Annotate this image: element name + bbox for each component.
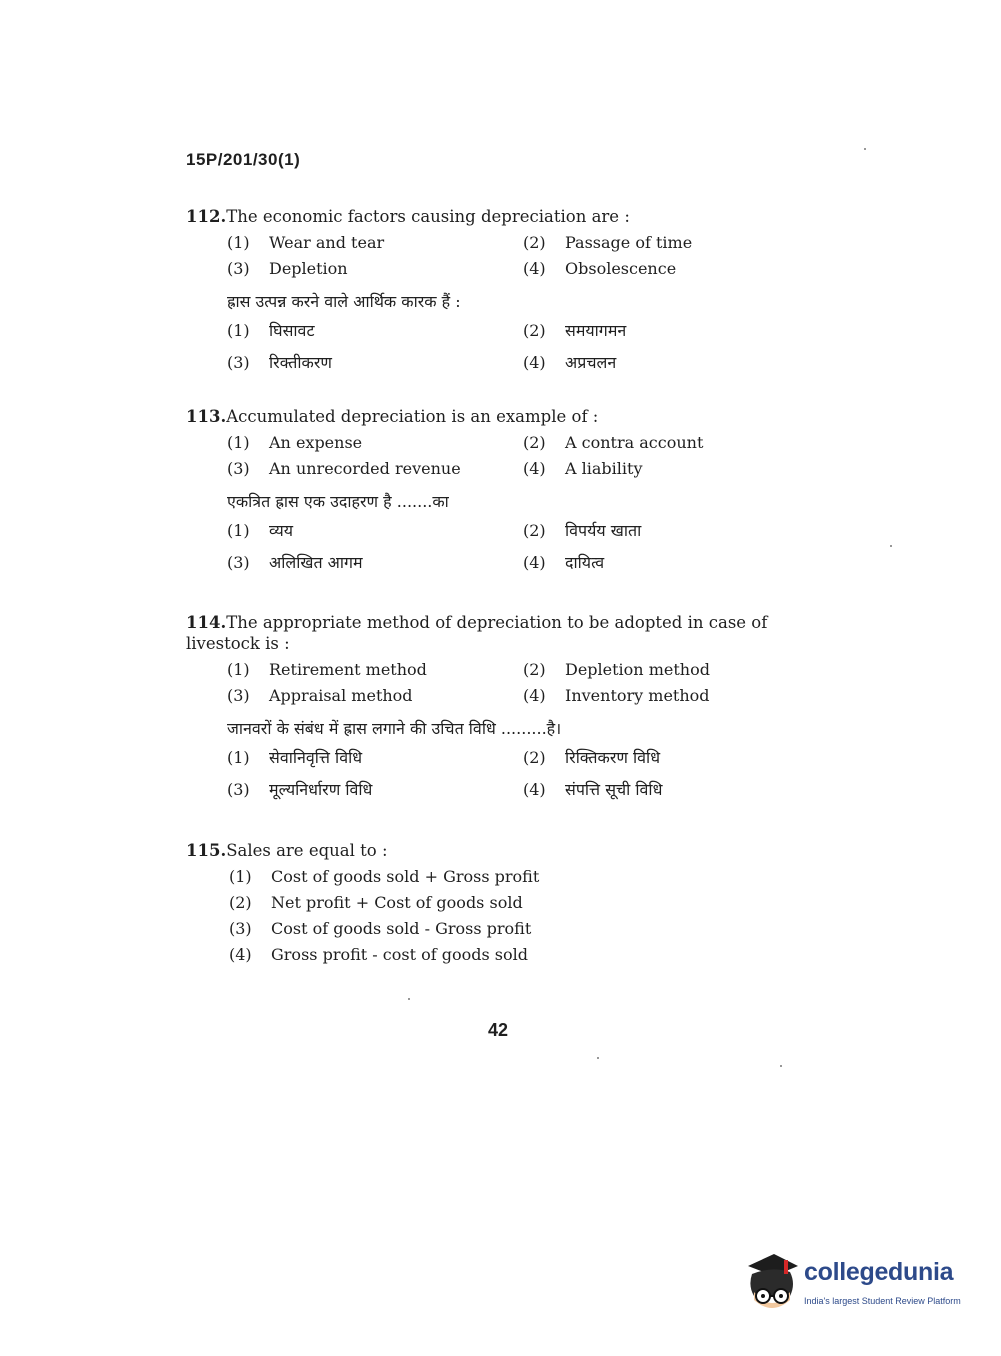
hindi-option-3: (3) रिक्तीकरण <box>227 353 332 372</box>
mascot-icon <box>744 1252 802 1314</box>
question-112 <box>186 206 826 374</box>
option-2: (2) Passage of time <box>523 233 693 252</box>
hindi-option-4: (4) संपत्ति सूची विधि <box>523 780 663 799</box>
option-1: (1) Wear and tear <box>227 233 385 252</box>
option-3: (3) Appraisal method <box>227 686 413 705</box>
hindi-option-2: (2) समयागमन <box>523 321 627 340</box>
question-114 <box>186 612 826 801</box>
hindi-options <box>227 747 826 801</box>
question-text: The economic factors causing depreciation are : <box>226 207 630 226</box>
hindi-option-2: (2) विपर्यय खाता <box>523 521 642 540</box>
option-3: (3) An unrecorded revenue <box>227 459 461 478</box>
hindi-options <box>227 320 826 374</box>
page-number: 42 <box>488 1020 509 1040</box>
hindi-option-4: (4) अप्रचलन <box>523 353 617 372</box>
hindi-question-text: एकत्रित ह्रास एक उदाहरण है .......का <box>227 492 449 511</box>
option-3: (3) Depletion <box>227 259 348 278</box>
hindi-question-text: ह्रास उत्पन्न करने वाले आर्थिक कारक हैं : <box>227 292 461 311</box>
option-2: (2) A contra account <box>523 433 704 452</box>
option-2: (2) Depletion method <box>523 660 710 679</box>
option-4: (4) Inventory method <box>523 686 710 705</box>
option-1: (1) Retirement method <box>227 660 427 679</box>
hindi-option-1: (1) घिसावट <box>227 321 315 340</box>
question-number: 112. <box>186 207 227 226</box>
scan-speck <box>597 1057 599 1059</box>
question-number: 113. <box>186 407 227 426</box>
logo-tagline: India's largest Student Review Platform <box>804 1296 961 1306</box>
hindi-option-2: (2) रिक्तिकरण विधि <box>523 748 661 767</box>
paper-code: 15P/201/30(1) <box>186 150 301 169</box>
hindi-option-4: (4) दायित्व <box>523 553 605 572</box>
english-options <box>227 659 826 707</box>
english-options <box>227 432 826 480</box>
hindi-option-1: (1) सेवानिवृत्ति विधि <box>227 748 363 767</box>
collegedunia-logo <box>744 1252 974 1322</box>
scan-speck <box>408 998 410 1000</box>
hindi-question-text: जानवरों के संबंध में ह्रास लगाने की उचित विधि .........है। <box>227 719 562 738</box>
question-number: 115. <box>186 841 227 860</box>
logo-wordmark: collegedunia <box>804 1258 954 1286</box>
english-options <box>229 866 826 966</box>
scan-speck <box>890 545 892 547</box>
option-2: (2) Net profit + Cost of goods sold <box>229 893 523 912</box>
english-options <box>227 232 826 280</box>
option-4: (4) Obsolescence <box>523 259 677 278</box>
question-115 <box>186 840 826 970</box>
option-1: (1) Cost of goods sold + Gross profit <box>229 867 540 886</box>
question-113 <box>186 406 826 574</box>
question-text: Sales are equal to : <box>226 841 388 860</box>
question-text: The appropriate method of depreciation to be adopted in case of livestock is : <box>186 613 768 653</box>
option-4: (4) A liability <box>523 459 643 478</box>
option-3: (3) Cost of goods sold - Gross profit <box>229 919 532 938</box>
scan-speck <box>864 148 866 150</box>
option-4: (4) Gross profit - cost of goods sold <box>229 945 528 964</box>
question-number: 114. <box>186 613 227 632</box>
question-text: Accumulated depreciation is an example of : <box>226 407 599 426</box>
hindi-option-3: (3) मूल्यनिर्धारण विधि <box>227 780 373 799</box>
hindi-options <box>227 520 826 574</box>
hindi-option-1: (1) व्यय <box>227 521 294 540</box>
option-1: (1) An expense <box>227 433 363 452</box>
hindi-option-3: (3) अलिखित आगम <box>227 553 363 572</box>
scan-speck <box>780 1065 782 1067</box>
